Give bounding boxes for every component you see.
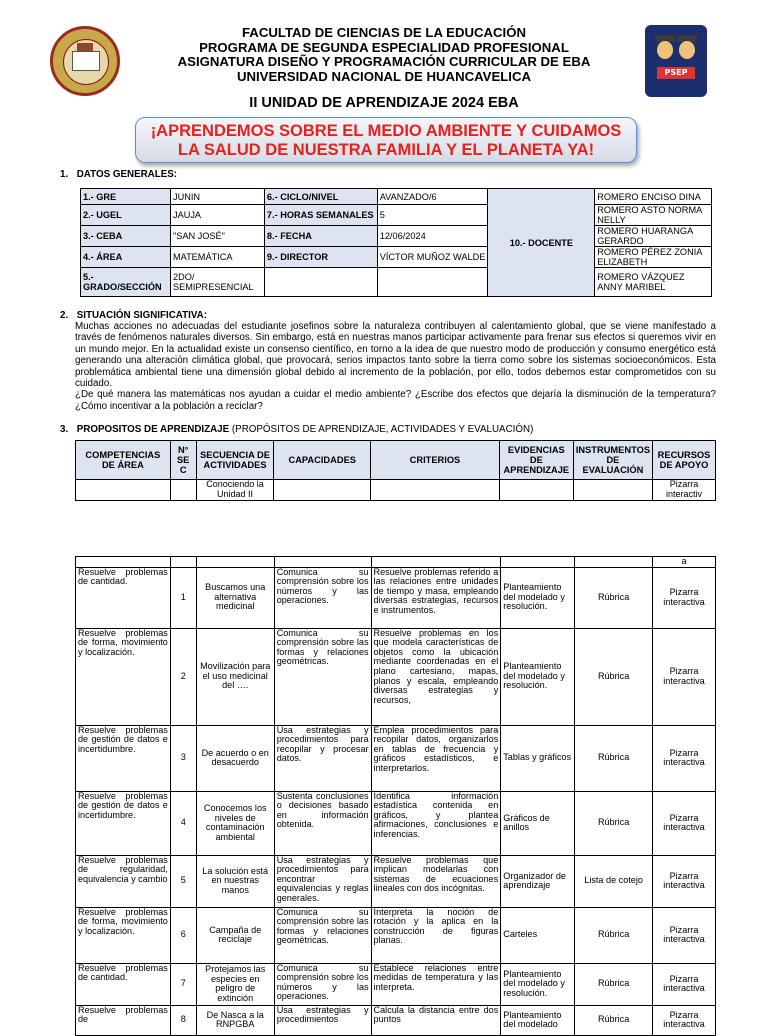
value-cell: 5	[377, 205, 488, 226]
table-cell: Tablas y gráficos	[501, 725, 575, 791]
table-cell	[371, 557, 501, 568]
general-data-table	[80, 188, 712, 297]
table-cell: Planteamiento del modelado	[501, 1005, 575, 1035]
docente-label-cell: 10.- DOCENTE	[488, 189, 595, 297]
docente-name: ROMERO HUARANGA GERARDO	[595, 226, 712, 247]
table-cell: Carteles	[501, 907, 575, 963]
table-cell: Planteamiento del modelado y resolución.	[501, 628, 575, 725]
table-cell: Buscamos una alternativa medicinal	[196, 567, 274, 628]
table-cell: Rúbrica	[575, 1005, 653, 1035]
table-cell: Pizarra interactiva	[653, 567, 716, 628]
column-header: RECURSOS DE APOYO	[653, 441, 716, 480]
table-cell: 6	[170, 907, 196, 963]
table-cell: Resuelve problemas de forma, movimiento y localización.	[76, 628, 171, 725]
header-line: PROGRAMA DE SEGUNDA ESPECIALIDAD PROFESIONAL	[199, 39, 569, 55]
table-cell: Planteamiento del modelado y resolución.	[501, 963, 575, 1005]
table-row	[76, 855, 716, 907]
table-cell: Rúbrica	[575, 628, 653, 725]
table-cell: Comunica su comprensión sobre las formas y relaciones geométricas.	[274, 628, 371, 725]
significant-situation-text	[75, 321, 716, 412]
header-line: UNIVERSIDAD NACIONAL DE HUANCAVELICA	[236, 68, 532, 84]
table-cell: De acuerdo o en desacuerdo	[196, 725, 274, 791]
table-cell	[196, 557, 274, 568]
table-cell: Sustenta conclusiones o decisiones basado en información obtenida.	[274, 791, 371, 855]
purposes-table	[75, 440, 716, 501]
table-cell	[371, 480, 500, 501]
table-cell: Rúbrica	[575, 725, 653, 791]
banner-line: ¡APRENDEMOS SOBRE EL MEDIO AMBIENTE Y CUIDAMOS	[150, 122, 622, 140]
value-cell: MATEMÁTICA	[170, 247, 264, 268]
table-cell	[76, 480, 171, 501]
table-cell: Gráficos de anillos	[501, 791, 575, 855]
header-line: FACULTAD DE CIENCIAS DE LA EDUCACIÓN	[241, 25, 527, 40]
table-cell: De Nasca a la RNPGBA	[196, 1005, 274, 1035]
table-cell	[274, 480, 371, 501]
table-cell: Pizarra interactiva	[653, 963, 716, 1005]
table-cell	[499, 480, 573, 501]
table-cell: Resuelve problemas de gestión de datos e incertidumbre.	[76, 791, 171, 855]
table-cell: Comunica su comprensión sobre las formas y relaciones geométricas.	[274, 907, 371, 963]
header-line: ASIGNATURA DISEÑO Y PROGRAMACIÓN CURRICULAR DE EBA	[177, 54, 591, 70]
table-cell: Resuelve problemas de cantidad.	[76, 963, 171, 1005]
column-header: INSTRUMENTOS DE EVALUACIÓN	[573, 441, 652, 480]
table-cell: Comunica su comprensión sobre los números y las operaciones.	[274, 963, 371, 1005]
table-row	[76, 567, 716, 628]
table-cell: Resuelve problemas referido a las relaciones entre unidades de tiempo y masa, empleando diversas estrategias, recursos e instrumentos.	[371, 567, 501, 628]
table-cell: Pizarra interactiva	[653, 855, 716, 907]
table-cell: Establece relaciones entre medidas de temperatura y las interpreta.	[371, 963, 501, 1005]
table-row	[76, 1005, 716, 1035]
table-cell: Campaña de reciclaje	[196, 907, 274, 963]
table-cell: 5	[170, 855, 196, 907]
section-title: DATOS GENERALES:	[76, 169, 178, 180]
section-title: SITUACIÓN SIGNIFICATIVA:	[76, 310, 207, 321]
label-cell: 2.- UGEL	[81, 205, 171, 226]
section-number: 3.	[60, 424, 69, 435]
table-cell	[170, 480, 196, 501]
table-row	[76, 963, 716, 1005]
table-cell	[274, 557, 371, 568]
unit-title-banner	[135, 117, 637, 163]
section-note: (PROPÓSITOS DE APRENDIZAJE, ACTIVIDADES Y EVALUACIÓN)	[231, 424, 534, 435]
table-cell: Rúbrica	[575, 963, 653, 1005]
table-cell: Comunica su comprensión sobre los números y las operaciones.	[274, 567, 371, 628]
table-cell: 7	[170, 963, 196, 1005]
table-cell: Rúbrica	[575, 567, 653, 628]
table-cell: Organizador de aprendizaje	[501, 855, 575, 907]
value-cell: 12/06/2024	[377, 226, 488, 247]
table-cell: Resuelve problemas de	[76, 1005, 171, 1035]
section-number: 2.	[60, 310, 69, 321]
empty-cell	[377, 268, 488, 297]
table-cell: Emplea procedimientos para recopilar datos, organizarlos en tablas de frecuencia y gráficos estadísticos, e interpretarlos.	[371, 725, 501, 791]
table-cell: Pizarra interactiva	[653, 791, 716, 855]
value-cell: AVANZADO/6	[377, 189, 488, 205]
table-cell	[573, 480, 652, 501]
table-cell: 2	[170, 628, 196, 725]
label-cell: 9.- DIRECTOR	[264, 247, 377, 268]
label-cell: 6.- CICLO/NIVEL	[264, 189, 377, 205]
section-heading	[60, 169, 177, 180]
table-cell: Rúbrica	[575, 791, 653, 855]
table-cell: Movilización para el uso medicinal del ….	[196, 628, 274, 725]
situation-question: ¿De qué manera las matemáticas nos ayudan a cuidar el medio ambiente? ¿Escribe dos efectos que dejaría la disminución de la temperatura? ¿Cómo incentivar a la población a reciclar?	[75, 389, 716, 412]
section-title: PROPOSITOS DE APRENDIZAJE	[76, 424, 230, 435]
table-cell: Lista de cotejo	[575, 855, 653, 907]
column-header: SECUENCIA DE ACTIVIDADES	[196, 441, 274, 480]
docente-name: ROMERO PÉREZ ZONIA ELIZABETH	[595, 247, 712, 268]
docente-name: ROMERO VÁZQUEZ ANNY MARIBEL	[595, 268, 712, 297]
banner-line: LA SALUD DE NUESTRA FAMILIA Y EL PLANETA YA!	[177, 141, 595, 159]
table-cell: 1	[170, 567, 196, 628]
situation-paragraph: Muchas acciones no adecuadas del estudiante josefinos sobre la naturaleza contribuyen al calentamiento global, que se viene manifestado a través de fenómenos naturales diversos. Sin embargo, está en nuestras manos participar activamente para frenar sus efectos si queremos vivir en un mundo mejor. En la actualidad existe un consenso científico, en torno a la idea de que nuestro modo de producción y consumo energético está generando una alteración climática global, que provocará, serios impactos tanto sobre la tierra como sobre los sistemas socioeconómicos. Esta problemática ambiental tiene una dimensión global debido al incremento de la población, por ello, todos debemos estar comprometidos con su cuidado.	[75, 321, 716, 390]
value-cell: 2DO/ SEMIPRESENCIAL	[170, 268, 264, 297]
empty-cell	[264, 268, 377, 297]
table-cell: Pizarra interactiva	[653, 725, 716, 791]
label-cell: 3.- CEBA	[81, 226, 171, 247]
table-cell: 8	[170, 1005, 196, 1035]
table-cell: Rúbrica	[575, 907, 653, 963]
table-cell	[170, 557, 196, 568]
activities-table	[75, 556, 716, 1036]
table-cell: Usa estrategias y procedimientos para encontrar equivalencias y reglas generales.	[274, 855, 371, 907]
table-cell: Pizarra interactiva	[653, 907, 716, 963]
docente-name: ROMERO ENCISO DINA	[595, 189, 712, 205]
table-cell: a	[653, 557, 716, 568]
value-cell: "SAN JOSÉ"	[170, 226, 264, 247]
table-cell: Interpreta la noción de rotación y la aplica en la construcción de figuras planas.	[371, 907, 501, 963]
label-cell: 4.- ÁREA	[81, 247, 171, 268]
value-cell: JUNIN	[170, 189, 264, 205]
table-cell: Planteamiento del modelado y resolución.	[501, 567, 575, 628]
table-cell: Pizarra interactiva	[653, 628, 716, 725]
table-cell: Pizarra interactiv	[653, 480, 716, 501]
table-row	[76, 725, 716, 791]
table-cell: Protejamos las especies en peligro de extinción	[196, 963, 274, 1005]
section-heading	[60, 424, 533, 435]
label-cell: 5.- GRADO/SECCIÓN	[81, 268, 171, 297]
table-cell	[501, 557, 575, 568]
label-cell: 8.- FECHA	[264, 226, 377, 247]
label-cell: 1.- GRE	[81, 189, 171, 205]
column-header: EVIDENCIAS DE APRENDIZAJE	[499, 441, 573, 480]
column-header: CAPACIDADES	[274, 441, 371, 480]
table-cell: Resuelve problemas de cantidad.	[76, 567, 171, 628]
column-header: COMPETENCIAS DE ÁREA	[76, 441, 171, 480]
table-cell: Usa estrategias y procedimientos para recopilar y procesar datos.	[274, 725, 371, 791]
column-header: CRITERIOS	[371, 441, 500, 480]
column-header: N° SE C	[170, 441, 196, 480]
table-cell: 4	[170, 791, 196, 855]
table-row	[76, 628, 716, 725]
section-heading	[60, 310, 207, 321]
unit-subtitle: II UNIDAD DE APRENDIZAJE 2024 EBA	[249, 95, 519, 111]
value-cell: JAUJA	[170, 205, 264, 226]
table-cell: Calcula la distancia entre dos puntos	[371, 1005, 501, 1035]
table-cell: Usa estrategias y procedimientos	[274, 1005, 371, 1035]
table-cell: 3	[170, 725, 196, 791]
table-cell: Resuelve problemas de regularidad, equivalencia y cambio	[76, 855, 171, 907]
section-number: 1.	[60, 169, 69, 180]
table-cell: Pizarra interactiva	[653, 1005, 716, 1035]
docente-name: ROMERO ASTO NORMA NELLY	[595, 205, 712, 226]
table-cell	[76, 557, 171, 568]
table-row	[76, 791, 716, 855]
table-cell: Resuelve problemas de forma, movimiento y localización.	[76, 907, 171, 963]
value-cell: VÍCTOR MUÑOZ WALDE	[377, 247, 488, 268]
table-cell: La solución está en nuestras manos	[196, 855, 274, 907]
table-cell: Resuelve problemas en los que modela características de objetos como la ubicación mediante coordenadas en el plano cartesiano, mapas, planos y escala, empleando diversas estrategias y recursos,	[371, 628, 501, 725]
table-cell: Resuelve problemas que implican modelarlas con sistemas de ecuaciones lineales con dos incógnitas.	[371, 855, 501, 907]
label-cell: 7.- HORAS SEMANALES	[264, 205, 377, 226]
table-row	[76, 907, 716, 963]
table-cell: Conocemos los niveles de contaminación ambiental	[196, 791, 274, 855]
table-cell: Identifica información estadística contenida en gráficos, y plantea afirmaciones, conclusiones e inferencias.	[371, 791, 501, 855]
document-header	[0, 26, 768, 84]
table-cell	[575, 557, 653, 568]
table-cell: Resuelve problemas de gestión de datos e incertidumbre.	[76, 725, 171, 791]
program-logo-text: PSEP	[657, 67, 695, 79]
table-cell: Conociendo la Unidad II	[196, 480, 274, 501]
